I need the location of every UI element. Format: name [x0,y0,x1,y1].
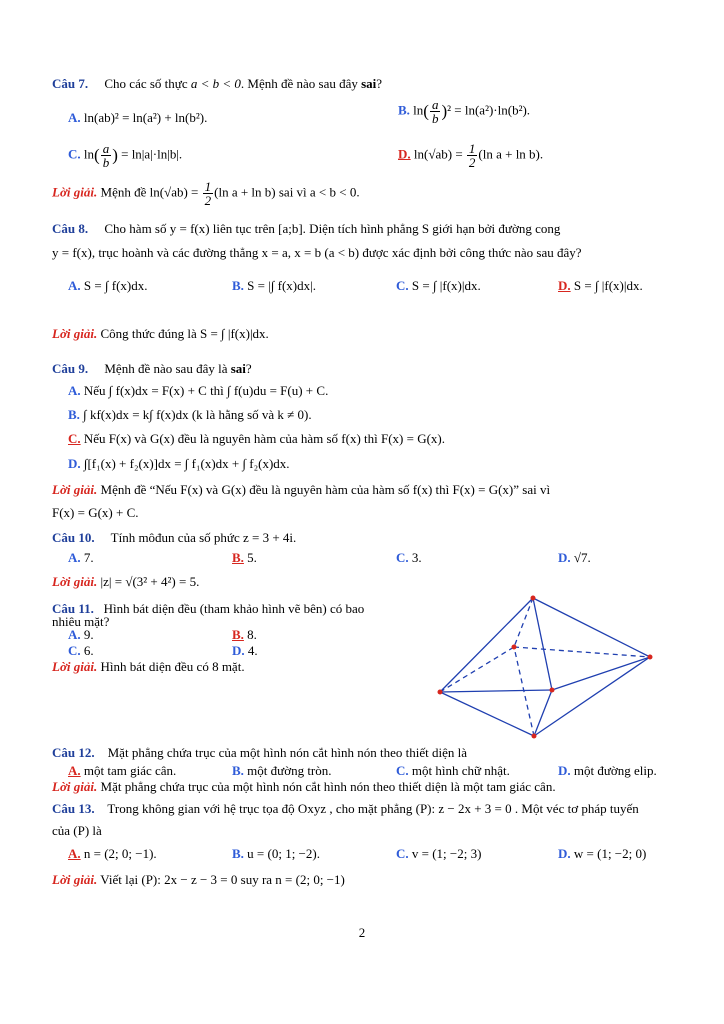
q9-option-a-label: A. [68,383,81,398]
edge-top-front [533,598,552,690]
q9-option-c-label: C. [68,431,81,446]
q8-stem-line1 [52,221,560,237]
q8-option-d-text: S = ∫ |f(x)|dx. [573,278,643,293]
q12-option-c-text: một hình chữ nhật. [411,763,510,778]
q9-sol-label: Lời giải. [52,482,98,497]
q8-solution [52,326,269,342]
q13-option-c-label: C. [396,846,409,861]
q11-head: Câu 11. [52,601,94,616]
q11-sol-text: Hình bát diện đều có 8 mặt. [100,659,245,674]
q8-line2: y = f(x), trục hoành và các đường thẳng x = a, x = b (a < b) được xác định bởi công thức nào sau đây? [52,245,582,260]
q12-solution [52,779,556,795]
edge-back-right [514,647,650,657]
edge-bottom-right [534,657,650,736]
q13-option-a-text: n = (2; 0; −1). [83,846,157,861]
q12-option-d-label: D. [558,763,571,778]
q13-stem-line2 [52,823,102,839]
q12-sol-text: Mặt phẳng chứa trục của một hình nón cắt hình nón theo thiết diện là một tam giác cân. [100,779,556,794]
q10-option-d-label: D. [558,550,571,565]
q7-sol-num: 1 [204,179,212,194]
q9-option-b[interactable] [68,407,312,423]
vertex-right [648,655,653,660]
q12-option-b-text: một đường tròn. [247,763,332,778]
q13-option-d[interactable] [558,846,646,862]
q13-sol-label: Lời giải. [52,872,98,887]
q9-stem-text: Mệnh đề nào sau đây là [104,361,231,376]
q11-option-c[interactable] [68,643,94,659]
q12-sol-label: Lời giải. [52,779,98,794]
q9-head: Câu 9. [52,361,89,376]
q10-option-a-text: 7. [83,550,94,565]
q10-head: Câu 10. [52,530,95,545]
q13-option-b[interactable] [232,846,320,862]
q12-stem-text: Mặt phẳng chứa trục của một hình nón cắt hình nón theo thiết diện là [107,745,468,760]
q7-option-a-label: A. [68,110,81,125]
q7-option-b[interactable]: B. ln( $\frac{a}{b}$ )² = ln(a²)·ln(b²). [398,97,531,126]
q12-option-d[interactable] [558,763,657,779]
q9-option-b-label: B. [68,407,80,422]
q9-sol-line1: Mệnh đề “Nếu F(x) và G(x) đều là nguyên hàm của hàm số f(x) thì F(x) = G(x)” sai vì [100,482,551,497]
q12-option-c-label: C. [396,763,409,778]
q8-sol-text: Công thức đúng là S = ∫ |f(x)|dx. [100,326,269,341]
q8-head: Câu 8. [52,221,89,236]
q7-stem-post: . Mệnh đề nào sau đây [240,76,362,91]
q13-line2: của (P) là [52,823,102,838]
q10-stem-text: Tính môđun của số phức z = 3 + 4i. [110,530,297,545]
q13-stem-line1 [52,801,639,817]
q9-stem-end: ? [245,361,252,376]
q7-option-b-den: b [431,111,439,126]
q7-option-c-label: C. [68,146,81,162]
q7-option-a-text: ln(ab)² = ln(a²) + ln(b²). [83,110,208,125]
q12-stem [52,745,467,761]
vertex-back [512,645,517,650]
vertex-bottom [532,734,537,739]
page-number: 2 [358,925,366,940]
q9-stem [52,361,252,377]
q8-option-c[interactable] [396,278,481,294]
q8-line1: Cho hàm số y = f(x) liên tục trên [a;b]. Diện tích hình phẳng S giới hạn bởi đường cong [104,221,561,236]
edge-front-right [552,657,650,690]
edge-top-back [514,598,533,647]
q7-option-c-post: = ln|a|·ln|b|. [117,146,183,162]
q8-option-d-label: D. [558,278,571,293]
q13-option-d-text: w = (1; −2; 0) [573,846,647,861]
q11-option-a-text: 9. [83,627,94,642]
q10-option-c-text: 3. [411,550,422,565]
q7-stem-end: ? [376,76,383,91]
q12-option-c[interactable] [396,763,510,779]
edge-left-front [440,690,552,692]
q7-option-d[interactable] [398,142,543,169]
q11-stem1: Hình bát diện đều (tham khảo hình vẽ bên) có bao [103,601,365,616]
edge-top-right [533,598,650,657]
edge-bottom-back [514,647,534,736]
q10-option-b-text: 5. [247,550,257,565]
q7-option-d-num: 1 [468,141,476,156]
q10-option-a[interactable] [68,550,94,566]
q9-option-c[interactable] [68,431,445,447]
q7-stem [52,76,382,92]
q7-option-c-num: a [102,141,110,156]
q10-option-b[interactable] [232,550,257,566]
q11-option-d[interactable] [232,643,258,659]
q12-option-b-label: B. [232,763,244,778]
q10-option-d[interactable] [558,550,591,566]
q11-option-c-text: 6. [83,643,94,658]
q7-stem-bold: sai [361,76,377,91]
q7-option-b-label: B. [398,102,410,118]
q11-option-d-label: D. [232,643,245,658]
q11-option-b-label: B. [232,627,244,642]
q9-solution-line2 [52,505,139,521]
octahedron-edges [440,598,650,736]
q7-option-a[interactable] [68,110,207,126]
q7-sol-den: 2 [204,193,212,208]
q10-sol-text: |z| = √(3² + 4²) = 5. [100,574,200,589]
q9-option-d-text: ∫[f₁(x) + f₂(x)]dx = ∫ f₁(x)dx + ∫ f₂(x)dx. [83,456,290,471]
octahedron-figure [430,590,660,750]
q7-stem-cond: a < b < 0 [190,76,241,91]
q8-option-a-label: A. [68,278,81,293]
q7-option-d-label: D. [398,146,411,162]
q7-option-c-pre: ln [83,146,95,162]
q13-option-b-label: B. [232,846,244,861]
vertex-top [531,596,536,601]
edge-bottom-left [440,692,534,736]
q10-option-b-label: B. [232,550,244,565]
q12-option-a-text: một tam giác cân. [83,763,177,778]
q10-option-c-label: C. [396,550,409,565]
q13-option-b-text: u = (0; 1; −2). [247,846,320,861]
q13-option-a-label: A. [68,846,81,861]
q7-option-c[interactable]: C. ln( $\frac{a}{b}$ ) = ln|a|·ln|b|. [68,141,183,170]
q12-head: Câu 12. [52,745,95,760]
q8-option-a-text: S = ∫ f(x)dx. [83,278,148,293]
q10-sol-label: Lời giải. [52,574,98,589]
q9-option-a[interactable] [68,383,328,399]
q8-option-b-text: S = |∫ f(x)dx|. [247,278,316,293]
q7-solution [52,180,360,207]
q13-option-c[interactable] [396,846,481,862]
q9-stem-bold: sai [230,361,246,376]
q7-stem-pre: Cho các số thực [104,76,191,91]
q13-solution [52,872,345,888]
q9-option-d[interactable] [68,456,290,472]
q9-sol-line2: F(x) = G(x) + C. [52,505,139,520]
q11-stem2: nhiêu mặt? [52,614,110,629]
q11-option-b-text: 8. [247,627,257,642]
q7-option-b-pre: ln [413,102,424,118]
q7-sol-post: (ln a + ln b) sai vì a < b < 0. [214,184,360,200]
q13-option-c-text: v = (1; −2; 3) [411,846,482,861]
q7-option-d-post: (ln a + ln b). [478,146,544,162]
vertex-left [438,690,443,695]
q10-option-c[interactable] [396,550,422,566]
q11-option-a[interactable] [68,627,94,643]
q7-sol-pre: Mệnh đề ln(√ab) = [100,184,202,200]
q7-option-b-num: a [431,97,439,112]
q11-option-d-text: 4. [247,643,258,658]
q11-option-b[interactable] [232,627,257,643]
q10-solution [52,574,199,590]
q11-option-a-label: A. [68,627,81,642]
q8-option-c-text: S = ∫ |f(x)|dx. [411,278,481,293]
q12-option-a-label: A. [68,763,81,778]
q12-option-d-text: một đường elip. [573,763,657,778]
q9-option-b-text: ∫ kf(x)dx = k∫ f(x)dx (k là hằng số và k ≠ 0). [83,407,312,422]
q8-option-a[interactable] [68,278,148,294]
q7-option-b-post: ² = ln(a²)·ln(b²). [447,102,531,118]
q11-option-c-label: C. [68,643,81,658]
q13-option-d-label: D. [558,846,571,861]
q11-solution [52,659,245,675]
q7-option-c-den: b [102,155,110,170]
q7-sol-label: Lời giải. [52,184,98,200]
q9-option-d-label: D. [68,456,81,471]
q8-option-c-label: C. [396,278,409,293]
q8-option-b[interactable] [232,278,316,294]
q12-option-b[interactable] [232,763,332,779]
vertex-front [550,688,555,693]
q8-stem-line2 [52,245,582,261]
q13-sol-text: Viết lại (P): 2x − z − 3 = 0 suy ra n = (2; 0; −1) [100,872,345,887]
q7-head: Câu 7. [52,76,89,91]
q13-head: Câu 13. [52,801,95,816]
q7-option-d-pre: ln(√ab) = [413,146,466,162]
q10-stem [52,530,296,546]
q7-option-d-den: 2 [468,155,476,170]
q10-option-a-label: A. [68,550,81,565]
q8-option-d[interactable] [558,278,643,294]
q9-solution-line1 [52,482,550,498]
q11-sol-label: Lời giải. [52,659,98,674]
edge-top-left [440,598,533,692]
q12-option-a[interactable] [68,763,176,779]
q13-line1: Trong không gian với hệ trục tọa độ Oxyz , cho mặt phẳng (P): z − 2x + 3 = 0 . Một véc tơ pháp tuyến [107,801,639,816]
q8-option-b-label: B. [232,278,244,293]
q9-option-a-text: Nếu ∫ f(x)dx = F(x) + C thì ∫ f(u)du = F(u) + C. [83,383,329,398]
q8-sol-label: Lời giải. [52,326,98,341]
q13-option-a[interactable] [68,846,157,862]
q9-option-c-text: Nếu F(x) và G(x) đều là nguyên hàm của hàm số f(x) thì F(x) = G(x). [83,431,446,446]
q10-option-d-text: √7. [573,550,591,565]
